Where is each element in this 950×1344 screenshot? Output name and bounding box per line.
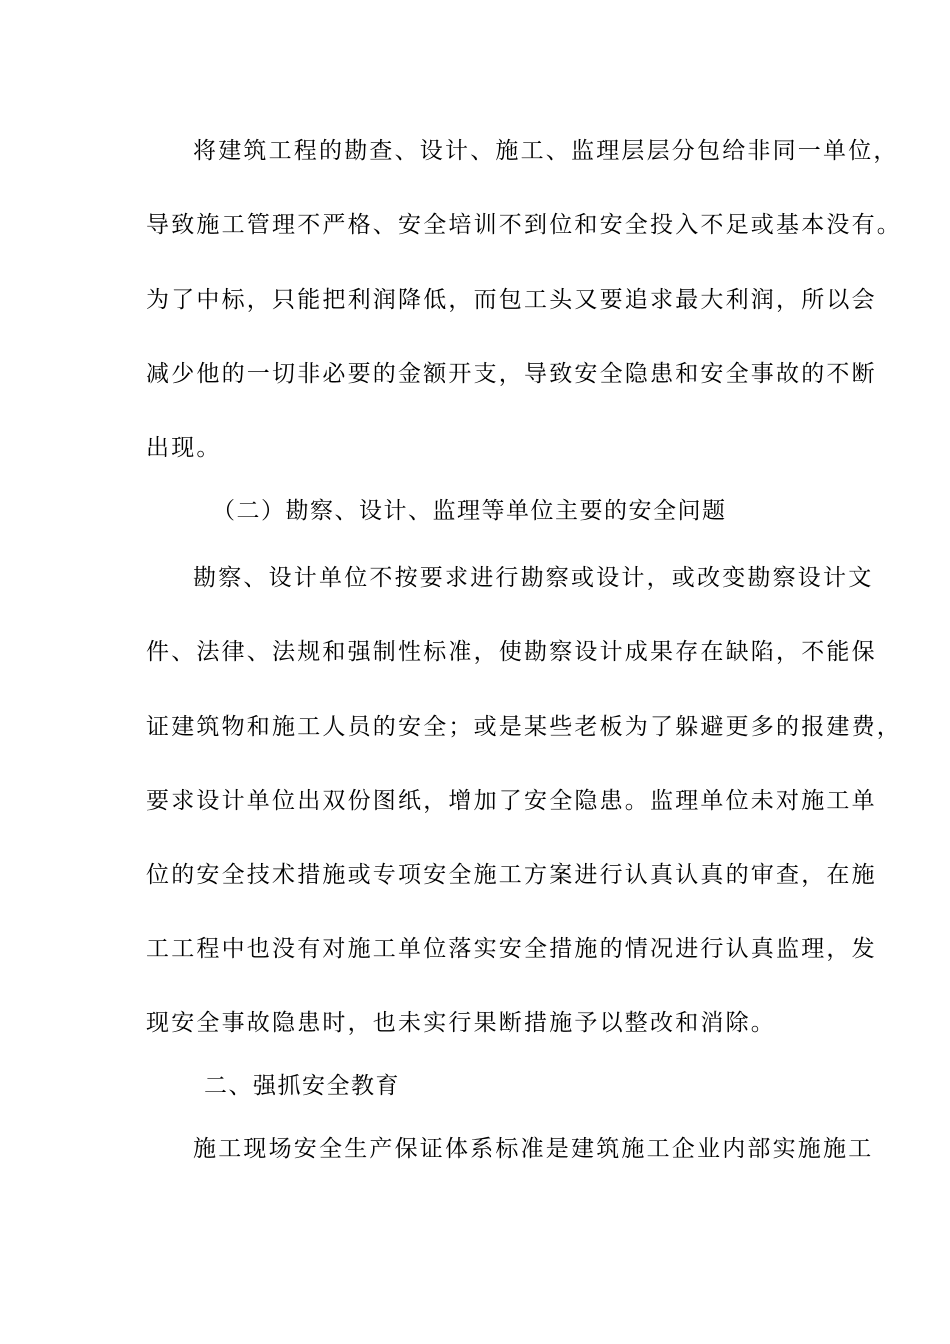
- paragraph-2-line-5: 位的安全技术措施或专项安全施工方案进行认真认真的审查，在施: [146, 862, 877, 888]
- paragraph-1-line-3: 为了中标，只能把利润降低，而包工头又要追求最大利润，所以会: [146, 287, 877, 313]
- paragraph-2-line-2: 件、法律、法规和强制性标准，使勘察设计成果存在缺陷，不能保: [146, 639, 877, 665]
- paragraph-1-line-4: 减少他的一切非必要的金额开支，导致安全隐患和安全事故的不断: [146, 361, 877, 387]
- paragraph-2-line-1: 勘察、设计单位不按要求进行勘察或设计，或改变勘察设计文: [193, 565, 874, 591]
- paragraph-1-line-1: 将建筑工程的勘查、设计、施工、监理层层分包给非同一单位，: [193, 138, 899, 164]
- paragraph-2-line-6: 工工程中也没有对施工单位落实安全措施的情况进行认真监理，发: [146, 936, 877, 962]
- section-heading-2: 二、强抓安全教育: [204, 1073, 400, 1099]
- section-heading-1: （二）勘察、设计、监理等单位主要的安全问题: [212, 498, 727, 524]
- paragraph-1-line-5: 出现。: [146, 435, 222, 461]
- paragraph-2-line-7: 现安全事故隐患时，也未实行果断措施予以整改和消除。: [146, 1010, 776, 1036]
- paragraph-2-line-3: 证建筑物和施工人员的安全；或是某些老板为了躲避更多的报建费，: [146, 714, 902, 740]
- paragraph-3-line-1: 施工现场安全生产保证体系标准是建筑施工企业内部实施施工: [193, 1136, 874, 1162]
- paragraph-1-line-2: 导致施工管理不严格、安全培训不到位和安全投入不足或基本没有。: [146, 212, 902, 238]
- paragraph-2-line-4: 要求设计单位出双份图纸，增加了安全隐患。监理单位未对施工单: [146, 788, 877, 814]
